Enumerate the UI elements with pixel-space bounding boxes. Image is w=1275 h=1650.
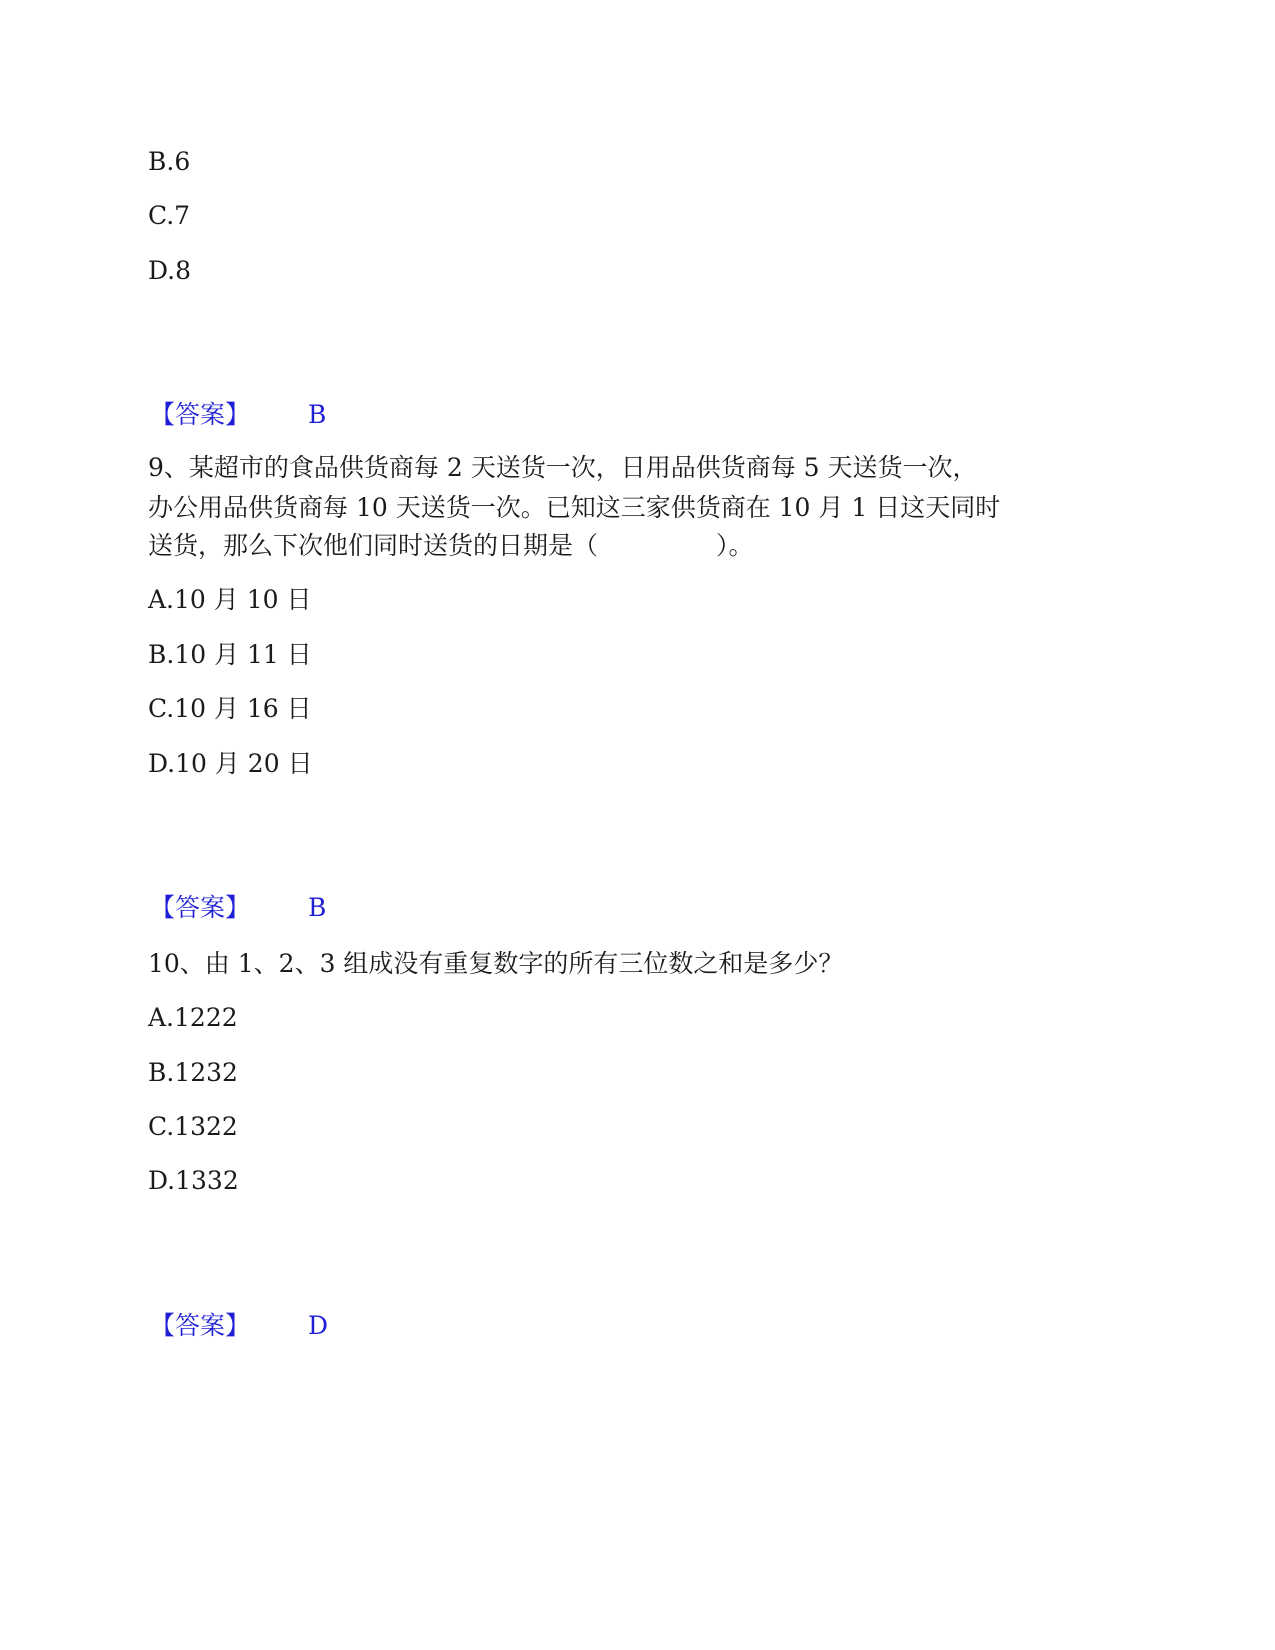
q10-option-a: A.1222	[148, 1003, 238, 1032]
q10-option-b: B.1232	[148, 1058, 238, 1087]
q8-option-b: B.6	[148, 147, 191, 176]
q10-answer	[150, 1310, 329, 1342]
q8-answer	[150, 399, 327, 431]
q9-question-text: 送货，那么下次他们同时送货的日期是（	[148, 531, 599, 560]
q9-option-c: C.10 月 16 日	[148, 694, 312, 723]
q10-option-c: C.1322	[148, 1112, 238, 1141]
q9-question-line-3	[148, 530, 754, 562]
q8-option-c: C.7	[148, 201, 191, 230]
q10-question: 10、由 1、2、3 组成没有重复数字的所有三位数之和是多少？	[148, 949, 844, 978]
answer-value: B	[308, 893, 327, 922]
q8-option-d: D.8	[148, 256, 192, 285]
answer-label: 【答案】	[150, 893, 251, 922]
answer-value: B	[308, 400, 327, 429]
answer-label: 【答案】	[150, 400, 251, 429]
q9-option-b: B.10 月 11 日	[148, 640, 312, 669]
q9-question-text-end: ）。	[716, 531, 754, 560]
q9-question-line-1: 9、某超市的食品供货商每 2 天送货一次，日用品供货商每 5 天送货一次，	[148, 453, 978, 482]
q9-option-a: A.10 月 10 日	[148, 585, 312, 614]
answer-value: D	[308, 1311, 329, 1340]
q9-question-line-2: 办公用品供货商每 10 天送货一次。已知这三家供货商在 10 月 1 日这天同时	[148, 493, 1001, 522]
q9-answer	[150, 892, 327, 924]
q10-option-d: D.1332	[148, 1166, 239, 1195]
answer-label: 【答案】	[150, 1311, 251, 1340]
q9-option-d: D.10 月 20 日	[148, 749, 313, 778]
